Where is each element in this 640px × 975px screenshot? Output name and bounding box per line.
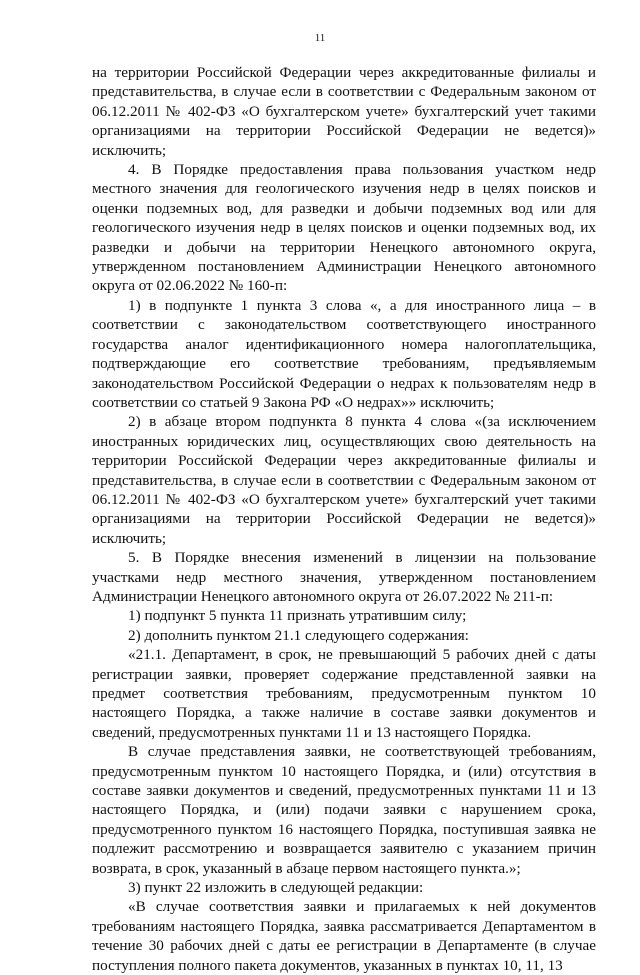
paragraph: 2) в абзаце втором подпункта 8 пункта 4 слова «(за исключением иностранных юридических лиц, осуществляющих свою деятельность на территории Российской Федерации через аккредитованные филиалы и представительства, в случае если в соответствии с Федеральным законом от 06.12.2011 № 402-ФЗ «О бухгалтерском учете» бухгалтерский учет такими организациями на территории Российской Федерации не ведется)» исключить; xyxy=(92,413,596,547)
paragraph: 3) пункт 22 изложить в следующей редакции: xyxy=(128,879,424,897)
paragraph: на территории Российской Федерации через аккредитованные филиалы и представительства, в случае если в соответствии с Федеральным законом от 06.12.2011 № 402-ФЗ «О бухгалтерском учете» бухгалтерский учет такими организациями на территории Российской Федерации не ведется)» исключить; xyxy=(92,64,596,159)
paragraph: 2) дополнить пунктом 21.1 следующего содержания: xyxy=(128,626,469,644)
paragraph: В случае представления заявки, не соответствующей требованиям, предусмотренным пунктом 10 настоящего Порядка, и (или) отсутствия в составе заявки документов и сведений, предусмотренных пунктами 11 и 13 настоящего Порядка, и (или) подачи заявки с нарушением срока, предусмотренного пунктом 16 настоящего Порядка, поступившая заявка не подлежит рассмотрению и возвращается заявителю с указанием причин возврата, в срок, указанный в абзаце первом настоящего пункта.»; xyxy=(92,743,596,877)
paragraph: «В случае соответствия заявки и прилагаемых к ней документов требованиям настоящего Порядка, заявка рассматривается Департаментом в течение 30 рабочих дней с даты ее регистрации в Департаменте (в случае поступления полного пакета документов, указанных в пунктах 10, 11, 13 xyxy=(92,898,596,974)
paragraph: 4. В Порядке предоставления права пользования участком недр местного значения для геологического изучения недр в целях поисков и оценки подземных вод, для разведки и добычи подземных вод или для геологического изучения недр в целях поисков и оценки подземных вод, их разведки и добычи на территории Ненецкого автономного округа, утвержденном постановлением Администрации Ненецкого автономного округа от 02.06.2022 № 160-п: xyxy=(92,161,596,295)
page-number: 11 xyxy=(314,32,326,44)
paragraph: 1) в подпункте 1 пункта 3 слова «, а для иностранного лица – в соответствии с законодательством соответствующего иностранного государства аналог идентификационного номера налогоплательщика, подтверждающие его соответствие требованиям, предъявляемым законодательством Российской Федерации о недрах к пользователям недр в соответствии со статьей 9 Закона РФ «О недрах»» исключить; xyxy=(92,296,596,411)
paragraph: «21.1. Департамент, в срок, не превышающий 5 рабочих дней с даты регистрации заявки, проверяет содержание представленной заявки на предмет соответствия требованиям, предусмотренным пунктом 10 настоящего Порядка, а также наличие в составе заявки документов и сведений, предусмотренных пунктами 11 и 13 настоящего Порядка. xyxy=(92,646,596,741)
document-body xyxy=(92,63,596,975)
paragraph: 5. В Порядке внесения изменений в лицензии на пользование участками недр местного значения, утвержденном постановлением Администрации Ненецкого автономного округа от 26.07.2022 № 211-п: xyxy=(92,549,596,605)
paragraph: 1) подпункт 5 пункта 11 признать утратившим силу; xyxy=(128,607,467,625)
